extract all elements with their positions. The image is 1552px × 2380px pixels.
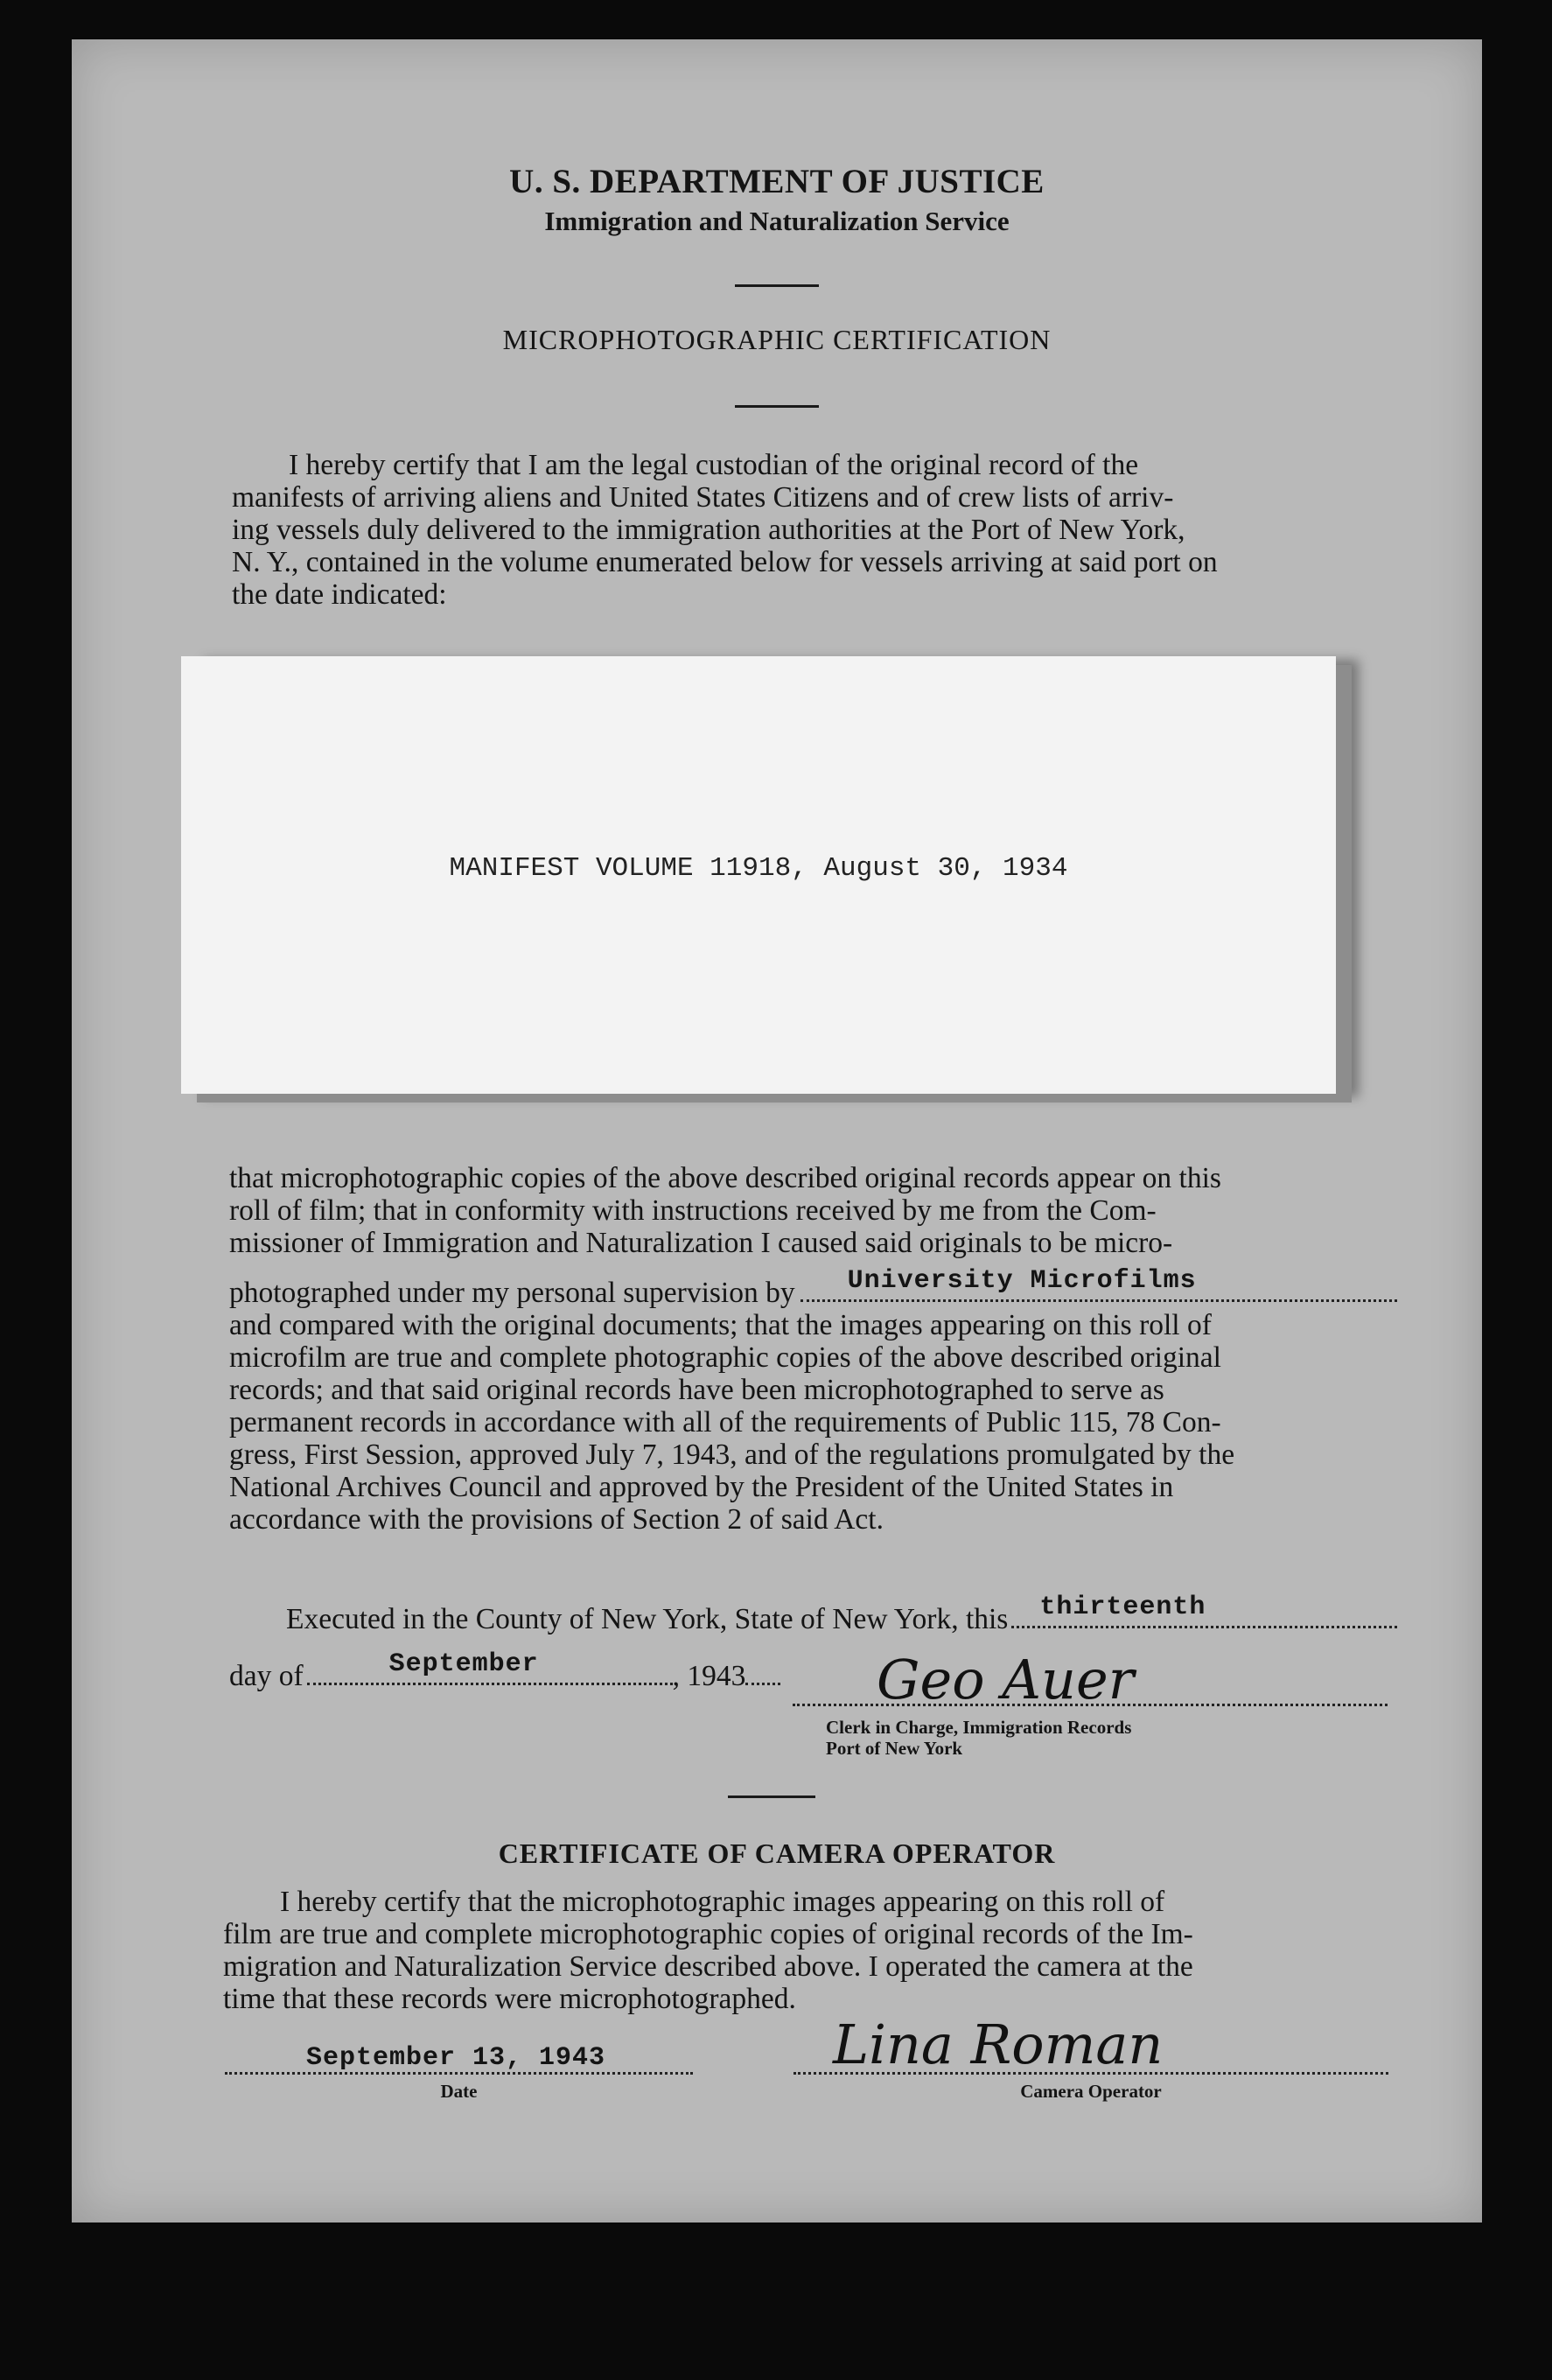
divider	[728, 1796, 815, 1798]
body-paragraph	[229, 1162, 1397, 1536]
manifest-volume-text: MANIFEST VOLUME 11918, August 30, 1934	[449, 853, 1068, 884]
clerk-port-line: Port of New York	[826, 1738, 963, 1759]
clerk-title-line: Clerk in Charge, Immigration Records	[826, 1717, 1132, 1738]
text-line: I hereby certify that I am the legal custodian of the original record of the	[289, 449, 1139, 481]
text-line: gress, First Session, approved July 7, 1943, and of the regulations promulgated by the	[229, 1438, 1235, 1471]
executed-line	[229, 1592, 1397, 1635]
month-line	[229, 1649, 842, 1692]
divider	[735, 284, 819, 287]
year-trailing-dots	[745, 1656, 780, 1685]
text-line: roll of film; that in conformity with instructions received by me from the Com-	[229, 1194, 1157, 1227]
operator-signature-line	[793, 2070, 1388, 2075]
operator-label: Camera Operator	[1020, 2081, 1162, 2102]
text-line: time that these records were microphotographed.	[223, 1983, 796, 2015]
day-value: thirteenth	[1036, 1592, 1209, 1624]
text-line: I hereby certify that the microphotographic images appearing on this roll of	[280, 1886, 1165, 1918]
month-value: September	[386, 1648, 542, 1681]
month-fill-line	[307, 1649, 673, 1685]
day-of-label: day of	[229, 1660, 304, 1692]
text-line: accordance with the provisions of Section 2 of said Act.	[229, 1503, 884, 1536]
text-line: and compared with the original documents; that the images appearing on this roll of	[229, 1309, 1212, 1341]
supervision-label: photographed under my personal supervision by	[229, 1277, 795, 1309]
executed-text: Executed in the County of New York, State of New York, this	[286, 1603, 1009, 1635]
certification-title: MICROPHOTOGRAPHIC CERTIFICATION	[502, 324, 1052, 355]
year-text: , 1943	[672, 1660, 746, 1692]
intro-paragraph	[232, 449, 1397, 611]
text-line: that microphotographic copies of the above described original records appear on this	[229, 1162, 1221, 1194]
supervision-line	[229, 1266, 1397, 1309]
date-value: September 13, 1943	[306, 2043, 606, 2073]
text-line: microfilm are true and complete photographic copies of the above described original	[229, 1341, 1221, 1374]
camera-certificate-paragraph	[223, 1886, 1397, 2015]
service-heading: Immigration and Naturalization Service	[544, 206, 1010, 236]
text-line: records; and that said original records have been microphotographed to serve as	[229, 1374, 1164, 1406]
text-line: migration and Naturalization Service described above. I operated the camera at the	[223, 1950, 1193, 1983]
clerk-signature-line	[793, 1702, 1388, 1706]
text-line: film are true and complete microphotographic copies of original records of the Im-	[223, 1918, 1193, 1950]
text-line: the date indicated:	[232, 578, 447, 611]
department-heading: U. S. DEPARTMENT OF JUSTICE	[509, 163, 1045, 200]
divider	[735, 405, 819, 408]
operator-signature: Lina Roman	[833, 2012, 1164, 2076]
clerk-title	[826, 1717, 1131, 1759]
day-fill-line	[1011, 1592, 1397, 1628]
certificate-page	[72, 39, 1482, 2222]
microfilm-company-value: University Microfilms	[844, 1265, 1200, 1298]
date-label: Date	[440, 2081, 478, 2102]
manifest-card	[181, 656, 1336, 1094]
clerk-signature: Geo Auer	[877, 1648, 1135, 1712]
text-line: ing vessels duly delivered to the immigration authorities at the Port of New York,	[232, 514, 1185, 546]
text-line: permanent records in accordance with all of the requirements of Public 115, 78 Con-	[229, 1406, 1221, 1438]
text-line: missioner of Immigration and Naturalization I caused said originals to be micro-	[229, 1227, 1173, 1259]
supervision-fill-line	[800, 1266, 1397, 1302]
text-line: manifests of arriving aliens and United States Citizens and of crew lists of arriv-	[232, 481, 1174, 514]
camera-certificate-title: CERTIFICATE OF CAMERA OPERATOR	[498, 1838, 1056, 1869]
text-line: National Archives Council and approved by the President of the United States in	[229, 1471, 1174, 1503]
text-line: N. Y., contained in the volume enumerated below for vessels arriving at said port on	[232, 546, 1218, 578]
